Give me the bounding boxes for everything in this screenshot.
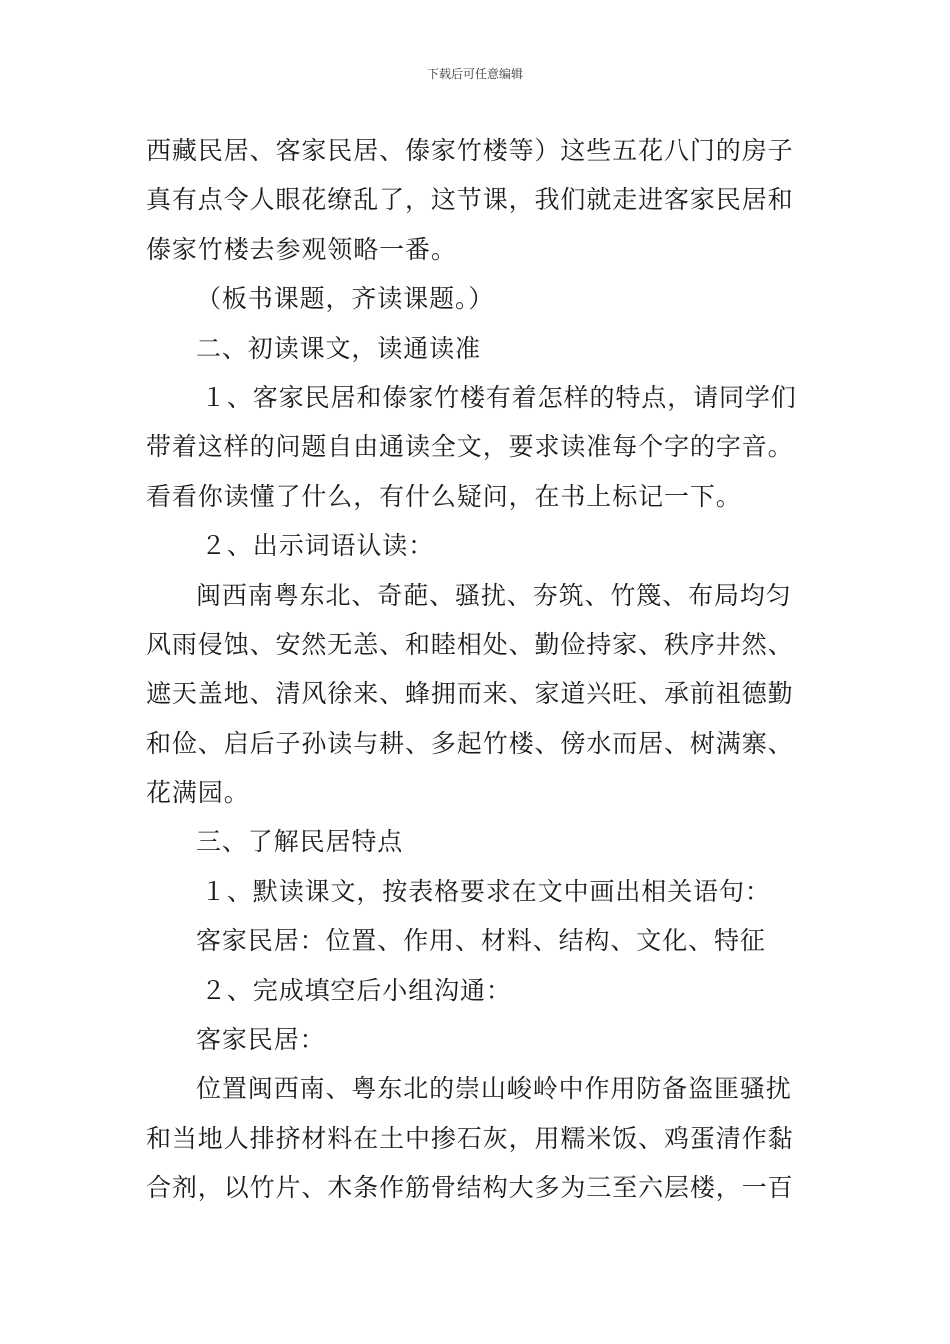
paragraph-line: 真有点令人眼花缭乱了，这节课，我们就走进客家民居和	[146, 185, 794, 215]
vocabulary-line: 花满园。	[146, 778, 250, 808]
paragraph-line: 合剂，以竹片、木条作筋骨结构大多为三至六层楼，一百	[146, 1173, 794, 1203]
paragraph-line: 位置闽西南、粤东北的崇山峻岭中作用防备盗匪骚扰	[196, 1074, 792, 1104]
vocabulary-line: 和俭、启后子孙读与耕、多起竹楼、傍水而居、树满寨、	[146, 728, 794, 758]
paragraph-line: 带着这样的问题自由通读全文，要求读准每个字的字音。	[146, 432, 794, 462]
paragraph-line: 和当地人排挤材料在土中掺石灰，用糯米饭、鸡蛋清作黏	[146, 1123, 794, 1153]
vocabulary-line: 风雨侵蚀、安然无恙、和睦相处、勤俭持家、秩序井然、	[146, 629, 794, 659]
section-heading: 三、了解民居特点	[196, 827, 404, 857]
paragraph-line: 看看你读懂了什么，有什么疑问，在书上标记一下。	[146, 481, 742, 511]
page-header-note: 下载后可任意编辑	[426, 67, 523, 81]
paragraph-line: 西藏民居、客家民居、傣家竹楼等）这些五花八门的房子	[146, 136, 794, 165]
paragraph-line: １、默读课文，按表格要求在文中画出相关语句：	[201, 876, 771, 906]
section-heading: 二、初读课文，读通读准	[196, 333, 481, 363]
paragraph-line: 傣家竹楼去参观领略一番。	[146, 234, 457, 264]
paragraph-line: ２、完成填空后小组沟通：	[201, 975, 512, 1005]
document-body	[146, 126, 814, 1213]
paragraph-line: 客家民居：	[196, 1025, 326, 1055]
paragraph-line: 客家民居：位置、作用、材料、结构、文化、特征	[196, 926, 766, 956]
vocabulary-line: 闽西南粤东北、奇葩、骚扰、夯筑、竹篾、布局均匀	[196, 580, 792, 610]
paragraph-line: ２、出示词语认读：	[201, 531, 435, 561]
paragraph-line: （板书课题，齐读课题。）	[196, 284, 495, 314]
paragraph-line: １、客家民居和傣家竹楼有着怎样的特点，请同学们	[201, 382, 797, 412]
vocabulary-line: 遮天盖地、清风徐来、蜂拥而来、家道兴旺、承前祖德勤	[146, 679, 794, 709]
